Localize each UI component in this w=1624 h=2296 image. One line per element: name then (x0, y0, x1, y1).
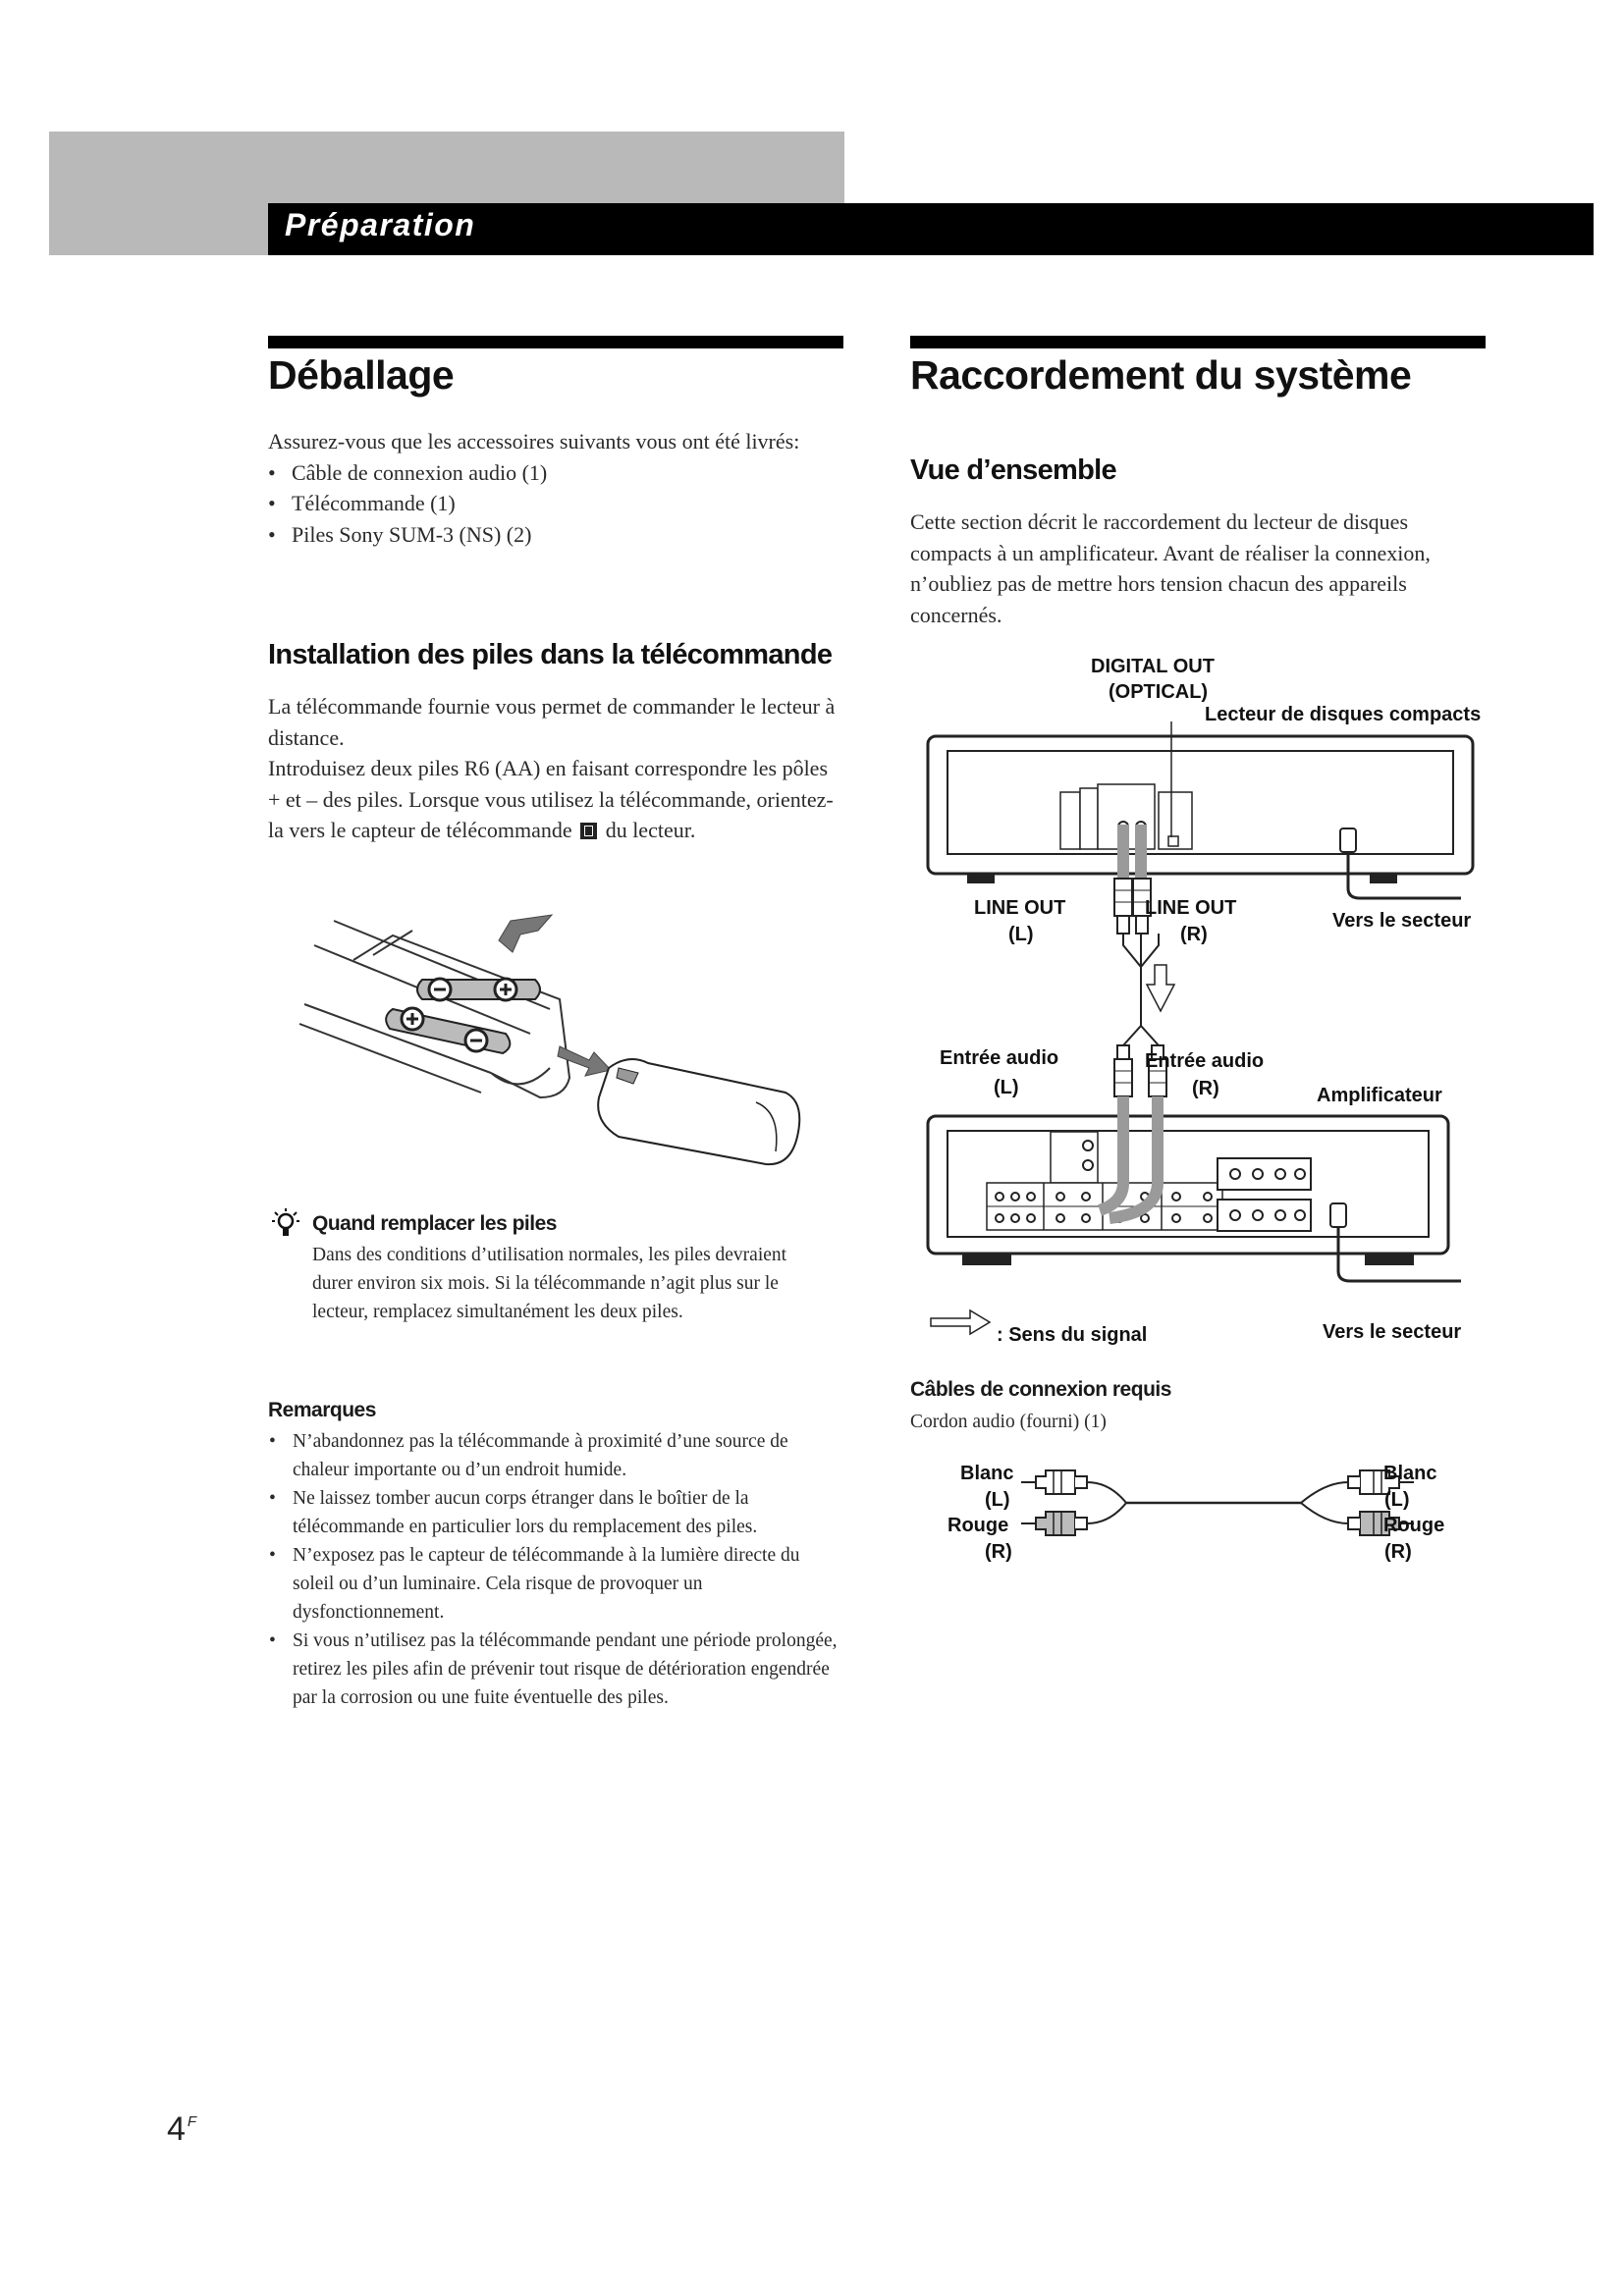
audio-cord-illustration (1016, 1463, 1419, 1551)
tip-text: Dans des conditions d’utilisation normales, les piles devraient durer environ six mois. Si la télécommande n’agit plus sur le lecteur, remplacez simultanément les deux piles. (312, 1245, 787, 1322)
list-item: • Si vous n’utilisez pas la télécommande pendant une période prolongée, retirez les piles afin de prévenir tout risque de détérioration engendrée par la corrosion ou une fuite éventuelle des piles. (261, 1627, 842, 1712)
signal-legend-label: : Sens du signal (997, 1324, 1148, 1346)
entree-audio-r-channel: (R) (1192, 1078, 1219, 1099)
list-item: • Piles Sony SUM-3 (NS) (2) (268, 519, 843, 551)
rouge-right-label: Rouge (1383, 1515, 1445, 1536)
amplifier-rear-icon (928, 1116, 1448, 1265)
installation-p2b: du lecteur. (605, 818, 696, 842)
entree-audio-r-label: Entrée audio (1145, 1050, 1265, 1072)
cables-heading: Câbles de connexion requis (910, 1378, 1171, 1401)
battery-icon (417, 979, 540, 1000)
line-out-l-channel: (L) (1008, 924, 1034, 945)
rca-plug-icon (1114, 1045, 1132, 1096)
rca-plug-icon (1021, 1470, 1087, 1494)
tip-heading: Quand remplacer les piles (312, 1212, 557, 1235)
list-item: • Câble de connexion audio (1) (268, 457, 843, 489)
raccordement-heading: Raccordement du système (910, 352, 1412, 398)
cd-player-label: Lecteur de disques compacts (1205, 704, 1482, 725)
installation-heading: Installation des piles dans la télécommande (268, 639, 833, 670)
remarques-list (261, 1427, 842, 1712)
line-out-r-channel: (R) (1180, 924, 1208, 945)
line-out-l-label: LINE OUT (974, 897, 1066, 919)
remote-battery-illustration (295, 901, 815, 1186)
digital-out-label: DIGITAL OUT (1091, 656, 1215, 677)
signal-arrow-icon (931, 1310, 990, 1334)
page-number-value: 4 (167, 2110, 186, 2148)
rca-plug-icon (1021, 1512, 1087, 1535)
blanc-right-label: Blanc (1383, 1463, 1437, 1484)
installation-p2 (268, 753, 843, 846)
remarques-heading: Remarques (268, 1399, 376, 1421)
battery-icon (386, 1008, 510, 1053)
entree-audio-l-channel: (L) (994, 1077, 1019, 1098)
insert-arrow-icon (499, 915, 552, 952)
blanc-left-label: Blanc (960, 1463, 1014, 1484)
slide-arrow-icon (558, 1046, 611, 1076)
list-item: • N’abandonnez pas la télécommande à proximité d’une source de chaleur importante ou d’un endroit humide. (261, 1427, 842, 1484)
list-item: • Ne laissez tomber aucun corps étranger dans le boîtier de la télécommande en particulier lors du remplacement des piles. (261, 1484, 842, 1541)
installation-body (268, 691, 843, 846)
page-number-suffix: F (187, 2113, 197, 2130)
installation-p2a: Introduisez deux piles R6 (AA) en faisant correspondre les pôles + et – des piles. Lorsque vous utilisez la télécommande, orientez-la vers le capteur de télécommande (268, 756, 834, 842)
deballage-heading: Déballage (268, 352, 455, 398)
optical-label: (OPTICAL) (1109, 681, 1209, 703)
vers-secteur-label: Vers le secteur (1323, 1321, 1462, 1343)
rca-plug-icon (1114, 879, 1132, 934)
rouge-left-label: Rouge (947, 1515, 1009, 1536)
entree-audio-l-label: Entrée audio (940, 1047, 1059, 1069)
deballage-intro: Assurez-vous que les accessoires suivants vous ont été livrés: (268, 429, 800, 454)
r-right-label: (R) (1384, 1541, 1412, 1563)
battery-cover-icon (598, 1059, 799, 1164)
line-out-r-label: LINE OUT (1145, 897, 1237, 919)
cd-player-rear-icon (928, 721, 1473, 883)
page-number (167, 2110, 196, 2149)
deballage-body (268, 426, 843, 550)
installation-p1: La télécommande fournie vous permet de commander le lecteur à distance. (268, 694, 836, 750)
l-left-label: (L) (985, 1489, 1010, 1511)
accessory-list (268, 457, 843, 551)
connection-diagram (923, 721, 1483, 1340)
section-title: Préparation (285, 207, 476, 242)
list-item: • Télécommande (1) (268, 488, 843, 519)
overview-text: Cette section décrit le raccordement du lecteur de disques compacts à un amplificateur. Avant de réaliser la connexion, n’oubliez pas de mettre hors tension chacun des appareils concernés. (910, 509, 1431, 627)
amplificateur-label: Amplificateur (1317, 1085, 1442, 1106)
tip-lightbulb-icon (271, 1207, 300, 1239)
remote-sensor-icon (580, 823, 597, 839)
r-left-label: (R) (985, 1541, 1012, 1563)
l-right-label: (L) (1384, 1489, 1410, 1511)
raccordement-rule (910, 336, 1486, 348)
cables-subtitle: Cordon audio (fourni) (1) (910, 1412, 1107, 1432)
deballage-rule (268, 336, 843, 348)
list-item: • N’exposez pas le capteur de télécommande à la lumière directe du soleil ou d’un luminaire. Cela risque de provoquer un dysfonctionnement. (261, 1541, 842, 1627)
overview-heading: Vue d’ensemble (910, 454, 1116, 486)
vers-secteur-label: Vers le secteur (1332, 910, 1472, 932)
